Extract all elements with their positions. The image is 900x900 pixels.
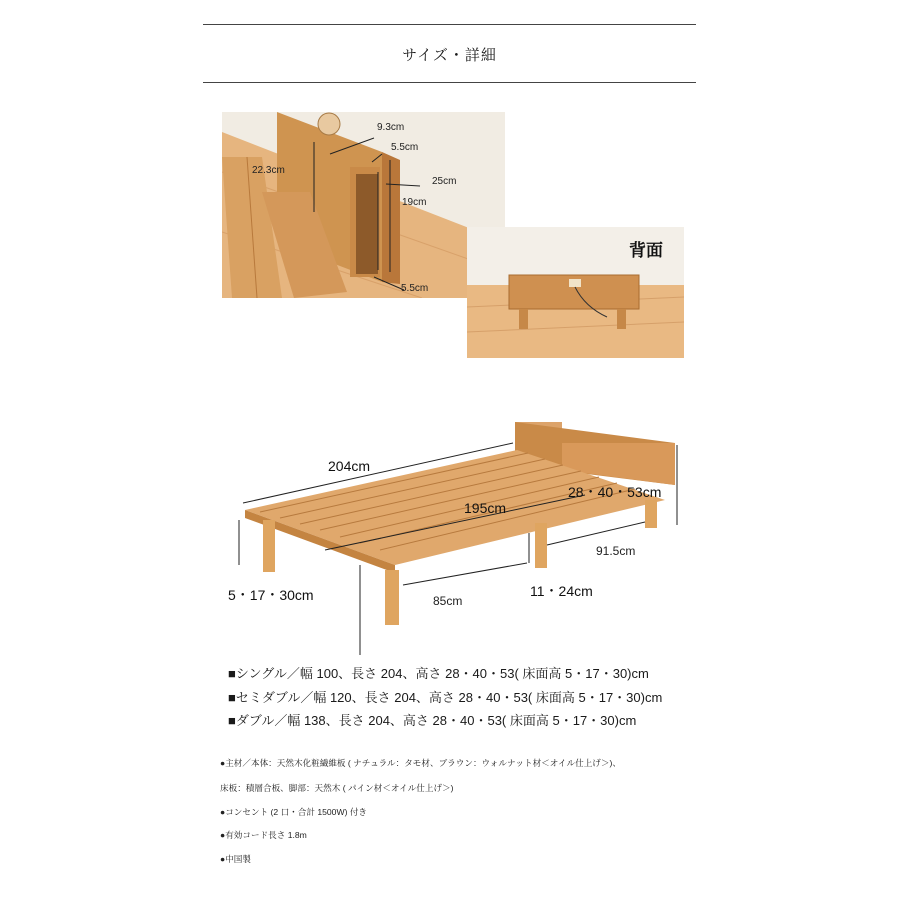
headboard-detail-photo — [222, 112, 505, 298]
dim-label: 11・24cm — [530, 583, 593, 599]
dim-label: 195cm — [464, 500, 507, 516]
bed-diagram — [225, 415, 690, 655]
outlet-note: ●コンセント (2 口・合計 1500W) 付き — [220, 807, 368, 817]
dim-label: 204cm — [328, 458, 371, 474]
material-note: ●主材／本体：天然木化粧繊維板 ( ナチュラル：タモ材、ブラウン：ウォルナット材＜オイル仕上げ＞)、 — [220, 758, 621, 768]
dim-label: 22.3cm — [252, 165, 285, 176]
dim-label: 85cm — [433, 594, 463, 608]
spec-line: ■セミダブル／幅 120、長さ 204、高さ 28・40・53( 床面高 5・17・30)cm — [228, 690, 663, 705]
dim-label: 25cm — [432, 176, 457, 187]
dim-label: 28・40・53cm — [568, 484, 662, 500]
back-view-label: 背面 — [629, 241, 663, 261]
section-title: サイズ・詳細 — [402, 46, 497, 64]
dim-label: 19cm — [402, 197, 427, 208]
spec-line: ■ダブル／幅 138、長さ 204、高さ 28・40・53( 床面高 5・17・30)cm — [228, 713, 637, 728]
material-note: 床板：積層合板、脚部：天然木 ( パイン材＜オイル仕上げ＞) — [220, 783, 454, 793]
dim-label: 91.5cm — [596, 544, 636, 558]
bottom-divider — [203, 82, 696, 83]
dim-label: 5・17・30cm — [228, 587, 314, 603]
cord-note: ●有効コード長さ 1.8m — [220, 830, 307, 840]
dim-label: 5.5cm — [391, 142, 419, 153]
dim-label: 9.3cm — [377, 122, 405, 133]
dim-label: 5.5cm — [401, 283, 429, 294]
origin-note: ●中国製 — [220, 854, 251, 864]
top-divider — [203, 24, 696, 25]
spec-line: ■シングル／幅 100、長さ 204、高さ 28・40・53( 床面高 5・17・30)cm — [228, 666, 649, 681]
